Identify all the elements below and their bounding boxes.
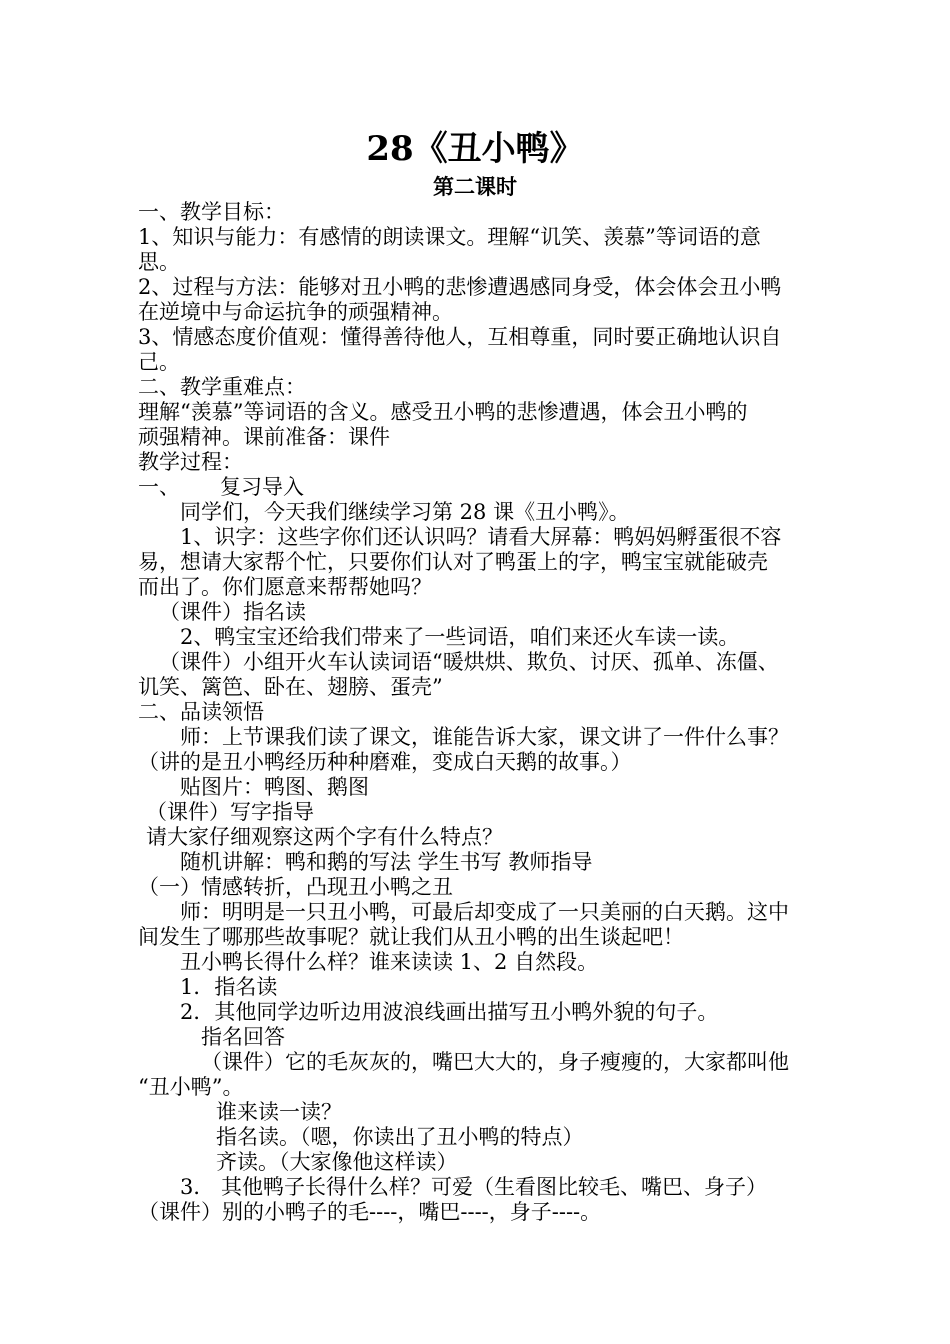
document-body (138, 200, 840, 1225)
paragraph-line: 同学们，今天我们继续学习第 28 课《丑小鸭》。 (180, 500, 630, 524)
list-item: 1．指名读 (180, 975, 278, 999)
paragraph-line: （课件）小组开火车认读词语“暖烘烘、欺负、讨厌、孤单、冻僵、 (159, 650, 779, 674)
document-title: 28《丑小鸭》 (366, 129, 584, 169)
section-heading: 二、品读领悟 (138, 700, 264, 724)
paragraph-line: 1、知识与能力：有感情的朗读课文。理解“讥笑、羡慕”等词语的意 (138, 225, 761, 249)
paragraph-line: 理解“羡慕”等词语的含义。感受丑小鸭的悲惨遭遇，体会丑小鸭的 (138, 400, 748, 424)
paragraph-line: 在逆境中与命运抗争的顽强精神。 (138, 300, 453, 324)
paragraph-line: 指名读。（嗯，你读出了丑小鸭的特点） (216, 1125, 584, 1149)
paragraph-line: 己。 (138, 350, 180, 374)
paragraph-line: （课件）别的小鸭子的毛----，嘴巴----，身子----。 (138, 1200, 602, 1224)
paragraph-line: 思。 (138, 250, 180, 274)
section-heading (138, 475, 840, 500)
section-heading: 一、教学目标： (138, 200, 285, 224)
subsection-heading: （一）情感转折，凸现丑小鸭之丑 (138, 875, 453, 899)
paragraph-line: 指名回答 (201, 1025, 285, 1049)
section-heading-text: 复习导入 (220, 475, 304, 499)
list-item: 3． 其他鸭子长得什么样？可爱（生看图比较毛、嘴巴、身子） (180, 1175, 768, 1199)
paragraph-line: “丑小鸭”。 (138, 1075, 244, 1099)
section-heading: 二、教学重难点： (138, 375, 306, 399)
paragraph-line: 丑小鸭长得什么样？谁来读读 1、2 自然段。 (180, 950, 599, 974)
paragraph-line: 3、情感态度价值观：懂得善待他人，互相尊重，同时要正确地认识自 (138, 325, 782, 349)
paragraph-line: （课件）指名读 (159, 600, 306, 624)
paragraph-line: （讲的是丑小鸭经历种种磨难，变成白天鹅的故事。） (138, 750, 632, 774)
paragraph-line: 师：明明是一只丑小鸭，可最后却变成了一只美丽的白天鹅。这中 (180, 900, 789, 924)
paragraph-line: 而出了。你们愿意来帮帮她吗？ (138, 575, 432, 599)
paragraph-line: 易，想请大家帮个忙，只要你们认对了鸭蛋上的字，鸭宝宝就能破壳 (138, 550, 768, 574)
paragraph-line: 顽强精神。课前准备：课件 (138, 425, 390, 449)
paragraph-line: 2、鸭宝宝还给我们带来了一些词语，咱们来还火车读一读。 (180, 625, 740, 649)
paragraph-line: 讥笑、篱笆、卧在、翅膀、蛋壳” (138, 675, 443, 699)
paragraph-line: 间发生了哪那些故事呢？就让我们从丑小鸭的出生谈起吧！ (138, 925, 684, 949)
list-item: 2．其他同学边听边用波浪线画出描写丑小鸭外貌的句子。 (180, 1000, 719, 1024)
document-subtitle: 第二课时 (433, 174, 517, 199)
section-number: 一、 (138, 475, 180, 499)
section-heading: 教学过程： (138, 450, 243, 474)
paragraph-line: 2、过程与方法：能够对丑小鸭的悲惨遭遇感同身受，体会体会丑小鸭 (138, 275, 782, 299)
paragraph-line: 随机讲解：鸭和鹅的写法 学生书写 教师指导 (180, 850, 593, 874)
paragraph-line: 贴图片：鸭图、鹅图 (180, 775, 369, 799)
paragraph-line: 1、识字：这些字你们还认识吗？请看大屏幕：鸭妈妈孵蛋很不容 (180, 525, 782, 549)
paragraph-line: （课件）写字指导 (146, 800, 314, 824)
paragraph-line: 谁来读一读？ (216, 1100, 342, 1124)
paragraph-line: 师：上节课我们读了课文，谁能告诉大家，课文讲了一件什么事？ (180, 725, 789, 749)
paragraph-line: 请大家仔细观察这两个字有什么特点？ (146, 825, 503, 849)
paragraph-line: （课件）它的毛灰灰的，嘴巴大大的，身子瘦瘦的，大家都叫他 (201, 1050, 789, 1074)
paragraph-line: 齐读。（大家像他这样读） (216, 1150, 458, 1174)
